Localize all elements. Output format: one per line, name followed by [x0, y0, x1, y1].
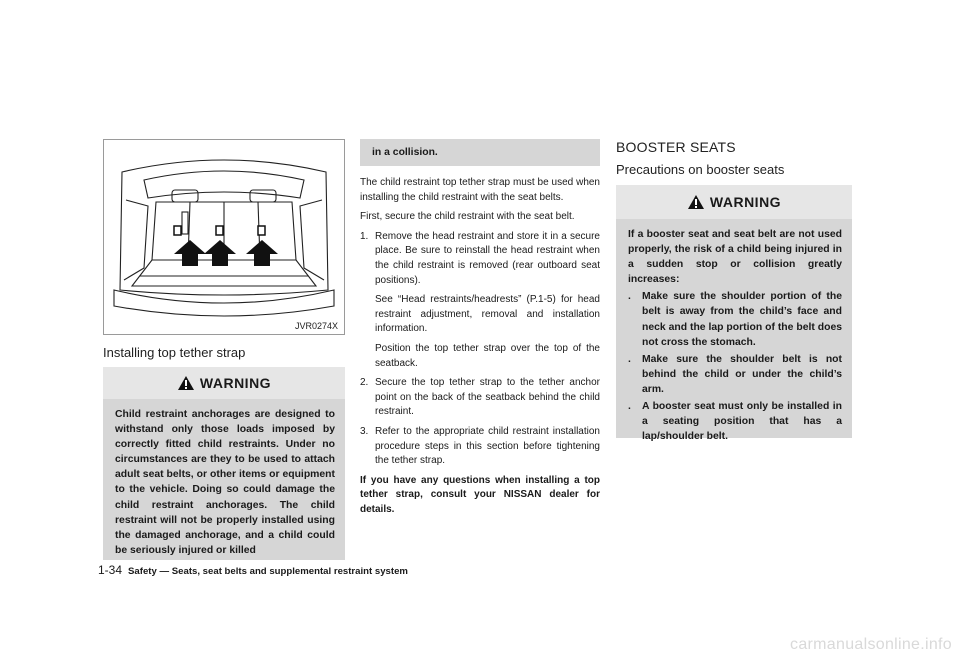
paragraph-tether-must-be-used: The child restraint top tether strap must be used when installing the child restraint with the seat belts. — [360, 177, 600, 203]
step-text: Remove the head restraint and store it in a secure place. Be sure to reinstall the head restraint when the child restraint is removed (rear outboard seat positions). — [375, 230, 600, 286]
footer-section-title: Safety — Seats, seat belts and supplemental restraint system — [128, 566, 408, 577]
step-2 — [360, 376, 600, 425]
warning-triangle-icon — [177, 375, 195, 391]
paragraph-secure-first: First, secure the child restraint with the seat belt. — [360, 211, 575, 223]
step-1 — [360, 230, 600, 376]
page-footer — [98, 563, 408, 577]
bullet-text: Make sure the shoulder portion of the belt is away from the child’s face and neck and the lap portion of the belt does not cross the stomach. — [642, 291, 842, 348]
bullet-text: A booster seat must only be installed in a seating position that has a lap/shoulder belt. — [642, 401, 842, 443]
subheading-booster-precautions: Precautions on booster seats — [616, 162, 785, 177]
step-number: 2. — [360, 377, 369, 389]
watermark: carmanualsonline.info — [790, 636, 952, 653]
warning-title: WARNING — [709, 194, 782, 210]
page-number: 1-34 — [98, 563, 123, 577]
warning-title: WARNING — [199, 375, 272, 391]
closing-note: If you have any questions when installing a top tether strap, consult your NISSAN dealer for details. — [360, 474, 600, 515]
step-3 — [360, 425, 600, 474]
step-number: 3. — [360, 425, 369, 437]
section-title-booster-seats: BOOSTER SEATS — [616, 139, 736, 155]
bullet-text: Make sure the shoulder belt is not behind the child or under the child’s arm. — [642, 353, 842, 395]
warning-bullet — [628, 352, 842, 397]
subheading-installing-top-tether: Installing top tether strap — [103, 345, 246, 360]
warning-body — [103, 399, 345, 560]
cargo-area-illustration — [104, 140, 344, 334]
warning-box-tether — [103, 367, 345, 560]
warning-box-booster — [616, 185, 852, 443]
step-note-head-restraints: See “Head restraints/headrests” (P.1-5) for head restraint adjustment, removal and installation information. — [375, 294, 600, 335]
step-number: 1. — [360, 230, 369, 242]
warning-continued-text: in a collision. — [372, 147, 438, 158]
warning-body-continued — [360, 139, 600, 166]
warning-bullet — [628, 289, 842, 349]
figure-code: JVR0274X — [294, 321, 338, 331]
bullet-mark: . — [628, 291, 631, 303]
cargo-area-figure — [103, 139, 345, 335]
warning-header — [103, 367, 345, 399]
warning-box-continued — [360, 139, 600, 166]
warning-triangle-icon — [687, 194, 705, 210]
warning-text: Child restraint anchorages are designed to withstand only those loads imposed by correctly fitted child restraints. Under no circumstances are they to be used to attach adult seat belts, or other items or equipment to the vehicle. Doing so could damage the child restraint anchorages. The child restraint will not be properly installed using the damaged anchorage, and a child could be seriously injured or killed — [115, 409, 335, 556]
step-text: Secure the top tether strap to the tether anchor point on the back of the seatback behind the child restraint. — [375, 377, 600, 418]
warning-body — [616, 219, 852, 443]
step-note-position-strap: Position the top tether strap over the top of the seatback. — [375, 342, 600, 369]
bullet-mark: . — [628, 353, 631, 365]
warning-bullet — [628, 399, 842, 444]
tether-instructions — [360, 176, 600, 522]
warning-header — [616, 185, 852, 219]
step-text: Refer to the appropriate child restraint installation procedure steps in this section before tightening the tether strap. — [375, 425, 600, 467]
bullet-mark: . — [628, 401, 631, 413]
warning-intro: If a booster seat and seat belt are not used properly, the risk of a child being injured in a sudden stop or collision greatly increases: — [628, 229, 842, 286]
